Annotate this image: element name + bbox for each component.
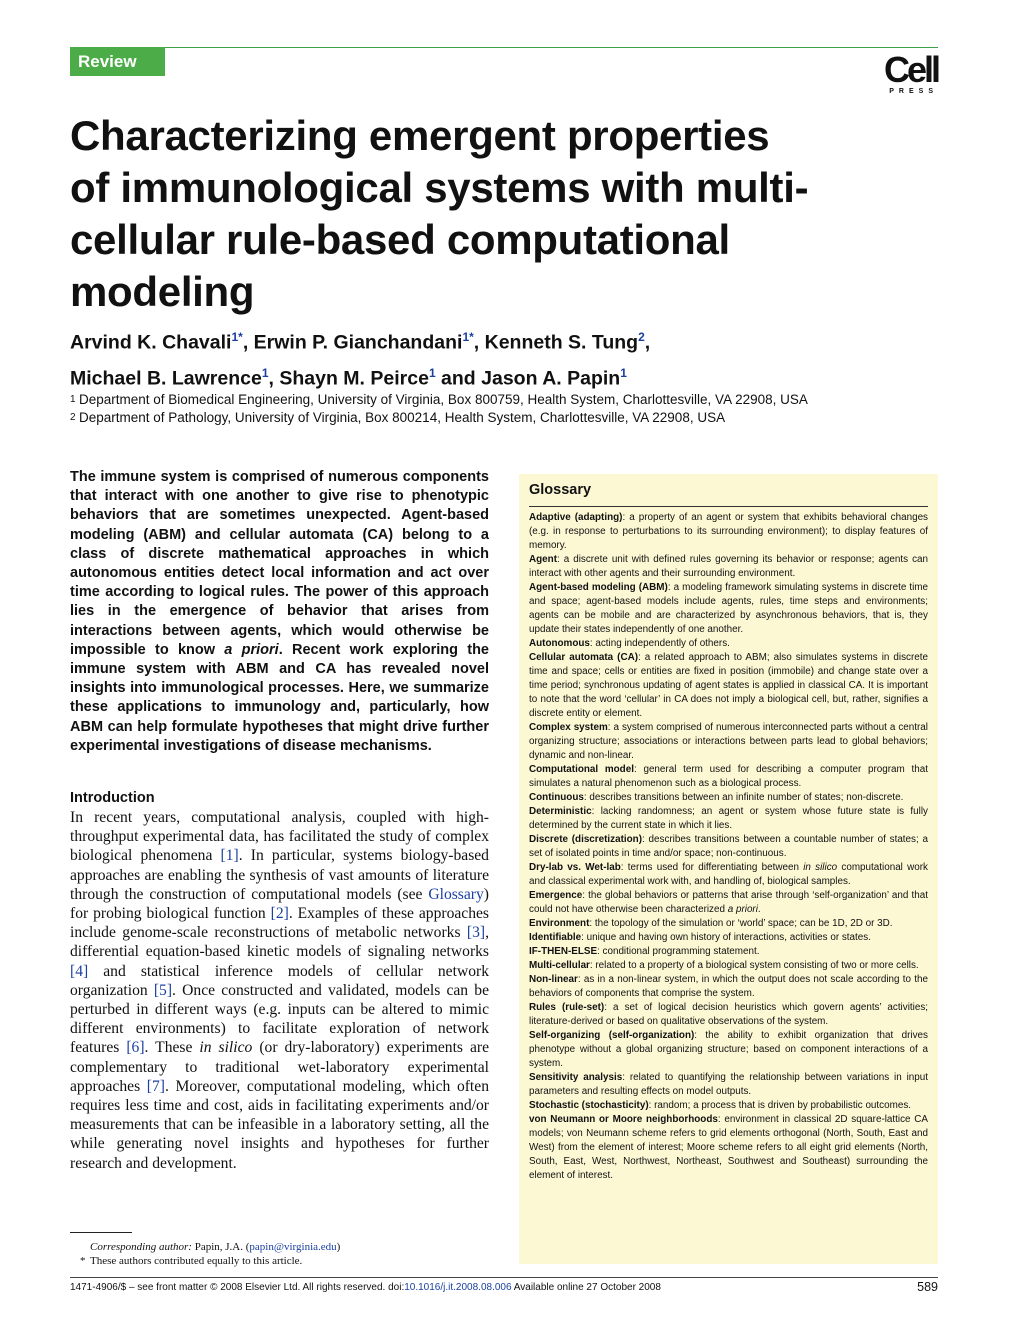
glossary-term: Adaptive (adapting) — [529, 512, 623, 523]
glossary-definition: : related to quantifying the relationship between variations in input parameters and resulting effects on model outputs. — [529, 1072, 928, 1097]
title-line: of immunological systems with multi- — [70, 164, 809, 211]
glossary-term: Stochastic (stochasticity) — [529, 1100, 649, 1111]
doi-link[interactable]: 10.1016/j.it.2008.08.006 — [404, 1282, 512, 1293]
intro-text: In recent years, computational analysis, coupled with high-throughput experimental data, has facilitated the study of complex biological phenomena — [70, 809, 489, 865]
glossary-term: Non-linear — [529, 974, 578, 985]
glossary-definition: : a discrete unit with defined rules governing its behavior or response; agents can interact with other agents and their surrounding environment. — [529, 554, 928, 579]
glossary-definition: : a property of an agent or system that exhibits behavioral changes (e.g. in response to perturbations to its surrounding environment); to display features of memory. — [529, 512, 928, 551]
glossary-term: Environment — [529, 918, 590, 929]
glossary-box — [519, 474, 938, 1264]
author-name: Michael B. Lawrence — [70, 367, 262, 389]
glossary-entry — [529, 763, 928, 791]
author-affil: 1* — [231, 330, 243, 344]
glossary-italic: in silico — [803, 862, 838, 873]
glossary-entry — [529, 721, 928, 763]
author-name: Kenneth S. Tung — [484, 331, 639, 354]
glossary-term: Sensitivity analysis — [529, 1072, 623, 1083]
author-line — [70, 358, 950, 394]
intro-text: . In particular, systems biology-based approaches are enabling the synthesis of vast amounts of literature through the construction of computational models (see — [70, 847, 489, 903]
glossary-definition: : general term used for describing a computer program that simulates a natural phenomenon such as a biological process. — [529, 764, 928, 789]
abstract — [70, 468, 489, 756]
author-line — [70, 322, 950, 358]
glossary-term: Multi-cellular — [529, 960, 590, 971]
glossary-term: Agent-based modeling (ABM) — [529, 582, 668, 593]
affil-text: Department of Biomedical Engineering, University of Virginia, Box 800759, Health System, Charlottesville, VA 22908, USA — [79, 392, 808, 407]
author-name: Jason A. Papin — [481, 367, 621, 389]
glossary-definition: computational work and classical experimental work with, and handling of, biological samples. — [529, 862, 928, 887]
glossary-definition: : a modeling framework simulating systems in discrete time and space; agent-based models include agents, rules, time steps and environments; agents can be mobile and are characterized by asynchronous behaviors, that is, they update their states independently of one another. — [529, 582, 928, 635]
author-sep: , — [644, 331, 651, 354]
logo-main: Cell — [883, 49, 938, 90]
abstract-italic: a priori — [224, 641, 279, 658]
author-affil: 1 — [428, 365, 436, 380]
reference-link[interactable]: [3] — [466, 924, 486, 942]
cell-press-logo — [883, 49, 938, 95]
glossary-term: von Neumann or Moore neighborhoods — [529, 1114, 718, 1125]
author-sep: and — [435, 367, 482, 389]
reference-link[interactable]: [2] — [270, 905, 289, 923]
email-link[interactable]: papin@virginia.edu — [249, 1241, 337, 1253]
intro-text: . These — [144, 1039, 200, 1057]
affil-num: 1 — [70, 394, 76, 405]
intro-heading: Introduction — [70, 790, 155, 806]
glossary-entry — [529, 637, 928, 651]
glossary-term: Cellular automata (CA) — [529, 652, 639, 663]
intro-text: . Examples of these approaches include genome-scale reconstructions of metabolic networks — [70, 905, 489, 942]
glossary-entry — [529, 861, 928, 889]
corresponding-author — [70, 1240, 489, 1254]
footnote-mark: * — [80, 1255, 86, 1267]
glossary-definition: . — [757, 904, 761, 915]
glossary-definition: : conditional programming statement. — [597, 946, 760, 957]
glossary-entry — [529, 553, 928, 581]
glossary-term: Complex system — [529, 722, 608, 733]
reference-link[interactable]: [5] — [153, 981, 173, 999]
glossary-term: Identifiable — [529, 932, 582, 943]
glossary-entry — [529, 1029, 928, 1071]
intro-text: (or dry-laboratory) experiments are complementary to traditional wet-laboratory experimental approaches — [70, 1039, 490, 1095]
glossary-definition: : describes transitions between an infinite number of states; non-discrete. — [583, 792, 904, 803]
author-sep: , — [242, 331, 254, 354]
title-line: modeling — [70, 268, 255, 315]
glossary-entry — [529, 945, 928, 959]
glossary-entry — [529, 1113, 928, 1183]
glossary-definition: : a system comprised of numerous interconnected parts without a central organizing structure; associations or interactions between parts lead to global behaviors; dynamic and non-linear. — [529, 722, 928, 761]
glossary-entry — [529, 917, 928, 931]
glossary-entry — [529, 833, 928, 861]
section-label: Review — [70, 47, 165, 76]
intro-text: . Once constructed and validated, models can be perturbed in different ways (e.g. inputs can be altered to mimic different environments) to facilitate exploration of network features — [70, 981, 490, 1057]
author-affil: 2 — [638, 330, 645, 344]
glossary-title: Glossary — [529, 482, 592, 498]
glossary-entry — [529, 959, 928, 973]
glossary-italic: a priori — [727, 904, 758, 915]
affiliations — [70, 391, 950, 426]
title-line: Characterizing emergent properties — [70, 112, 770, 159]
glossary-entry — [529, 581, 928, 637]
glossary-definition: : describes transitions between a countable number of states; a set of isolated points in time and/or space; non-continuous. — [529, 834, 928, 859]
abstract-text: . Recent work exploring the immune system with ABM and CA has revealed novel insights into immunological processes. Here, we summarize these applications to immunology and, particularly, how ABM can help formulate hypotheses that might drive further experimental investigations of disease mechanisms. — [70, 641, 489, 754]
footer-right: Available online 27 October 2008 — [511, 1282, 661, 1293]
affiliation — [70, 409, 950, 427]
glossary-term: Agent — [529, 554, 557, 565]
glossary-rule — [529, 506, 928, 507]
corr-name: Papin, J.A. ( — [191, 1241, 250, 1253]
affil-text: Department of Pathology, University of Virginia, Box 800214, Health System, Charlottesville, VA 22908, USA — [79, 409, 726, 425]
intro-text: ) for probing biological function — [70, 885, 489, 923]
affiliation — [70, 391, 950, 409]
glossary-entry — [529, 889, 928, 917]
affil-num: 2 — [70, 411, 76, 423]
glossary-definition: : related to a property of a biological system consisting of two or more cells. — [589, 960, 919, 971]
footnote-rule — [70, 1232, 132, 1233]
glossary-term: Self-organizing (self-organization) — [529, 1030, 695, 1041]
reference-link[interactable]: Glossary — [428, 885, 484, 903]
header-rule — [70, 47, 938, 48]
reference-link[interactable]: [6] — [126, 1039, 145, 1057]
glossary-definition: : lacking randomness; an agent or system whose future state is fully determined by the current state in which it lies. — [529, 806, 928, 831]
glossary-entry — [529, 931, 928, 945]
glossary-term: Deterministic — [529, 806, 592, 817]
footer-rule — [70, 1277, 938, 1278]
equal-contribution — [70, 1254, 489, 1268]
author-name: Shayn M. Peirce — [279, 367, 429, 389]
author-list — [70, 322, 950, 393]
glossary-entry — [529, 805, 928, 833]
intro-text: , differential equation-based kinetic models of signaling networks — [70, 924, 489, 961]
glossary-definition: : unique and having own history of interactions, activities or states. — [581, 932, 871, 943]
author-affil: 1 — [620, 365, 627, 380]
footer-left: 1471-4906/$ – see front matter © 2008 Elsevier Ltd. All rights reserved. doi: — [70, 1282, 405, 1293]
glossary-term: Continuous — [529, 792, 584, 803]
reference-link[interactable]: [7] — [146, 1077, 165, 1095]
glossary-term: Rules (rule-set) — [529, 1002, 605, 1013]
corr-close: ) — [336, 1241, 341, 1253]
glossary-definition: : environment in classical 2D square-lattice CA models; von Neumann scheme refers to grid elements orthogonal (North, South, East and West) from the element of interest; Moore scheme refers to all eight grid elements (North, South, East, West, Northwest, Northeast, Southwest and Southeast) surrounding the element of interest. — [529, 1114, 928, 1181]
glossary-entry — [529, 1071, 928, 1099]
glossary-entries — [529, 511, 928, 1183]
glossary-entry — [529, 511, 928, 553]
glossary-definition: : acting independently of others. — [589, 638, 730, 649]
reference-link[interactable]: [4] — [70, 962, 89, 980]
page-number: 589 — [917, 1280, 938, 1294]
corr-label: Corresponding author: — [90, 1241, 192, 1253]
glossary-term: Autonomous — [529, 638, 590, 649]
author-name: Arvind K. Chavali — [70, 331, 232, 354]
author-affil: 1* — [462, 330, 474, 344]
intro-text: and statistical inference models of cellular network organization — [70, 962, 489, 999]
glossary-definition: : terms used for differentiating between — [620, 862, 804, 873]
author-name: Erwin P. Gianchandani — [253, 331, 463, 354]
author-sep: , — [268, 367, 280, 389]
glossary-definition: : a set of logical decision heuristics which govern agents’ activities; literature-derived or based on qualitative observations of the system. — [529, 1002, 928, 1027]
glossary-definition: : the global behaviors or patterns that arise through ‘self-organization’ and that could not have otherwise been characterized — [529, 890, 928, 915]
glossary-term: Discrete (discretization) — [529, 834, 642, 845]
intro-text: in silico — [199, 1039, 253, 1057]
glossary-term: IF-THEN-ELSE — [529, 946, 598, 957]
glossary-term: Dry-lab vs. Wet-lab — [529, 862, 621, 873]
glossary-definition: : a related approach to ABM; also simulates systems in discrete time and space; cells or entities are fixed in position (immobile) and change state over a time period; synchronous updating of agent states is applied in classical CA. It is important to note that the word ‘cellular’ in CA does not imply a biological cell, but, rather, signifies a discrete entity or element. — [529, 652, 928, 719]
glossary-entry — [529, 1001, 928, 1029]
glossary-definition: : random; a process that is driven by probabilistic outcomes. — [648, 1100, 911, 1111]
intro-text: . Moreover, computational modeling, which often requires less time and cost, aids in facilitating experiments and/or measurements that can be infeasible in a laboratory setting, all the while generating novel insights and hypotheses for further research and development. — [70, 1077, 489, 1172]
glossary-entry — [529, 651, 928, 721]
article-title — [70, 110, 950, 318]
glossary-entry — [529, 1099, 928, 1113]
glossary-term: Emergence — [529, 890, 583, 901]
glossary-term: Computational model — [529, 764, 634, 775]
footnotes — [70, 1240, 489, 1268]
glossary-definition: : as in a non-linear system, in which the output does not scale according to the behaviors of components that comprise the system. — [529, 974, 928, 999]
footer-text — [70, 1282, 661, 1293]
abstract-text: The immune system is comprised of numerous components that interact with one another to give rise to phenotypic behaviors that are sometimes unexpected. Agent-based modeling (ABM) and cellular automata (CA) belong to a class of discrete mathematical approaches in which autonomous entities detect local information and act over time according to logical rules. The power of this approach lies in the emergence of behavior that arises from interactions between agents, which would otherwise be impossible to know — [70, 469, 489, 658]
intro-body — [70, 808, 489, 1173]
glossary-definition: : the topology of the simulation or ‘world’ space; can be 1D, 2D or 3D. — [589, 918, 893, 929]
title-line: cellular rule-based computational — [70, 216, 730, 263]
glossary-definition: : the ability to exhibit organization that drives phenotype without a global organizing structure; based on component interactions of a system. — [529, 1030, 928, 1069]
glossary-entry — [529, 973, 928, 1001]
glossary-entry — [529, 791, 928, 805]
reference-link[interactable]: [1] — [220, 847, 239, 865]
logo-sub: PRESS — [889, 88, 938, 95]
author-affil: 1 — [261, 365, 269, 380]
equal-text: These authors contributed equally to this article. — [90, 1255, 303, 1267]
author-sep: , — [473, 331, 485, 354]
